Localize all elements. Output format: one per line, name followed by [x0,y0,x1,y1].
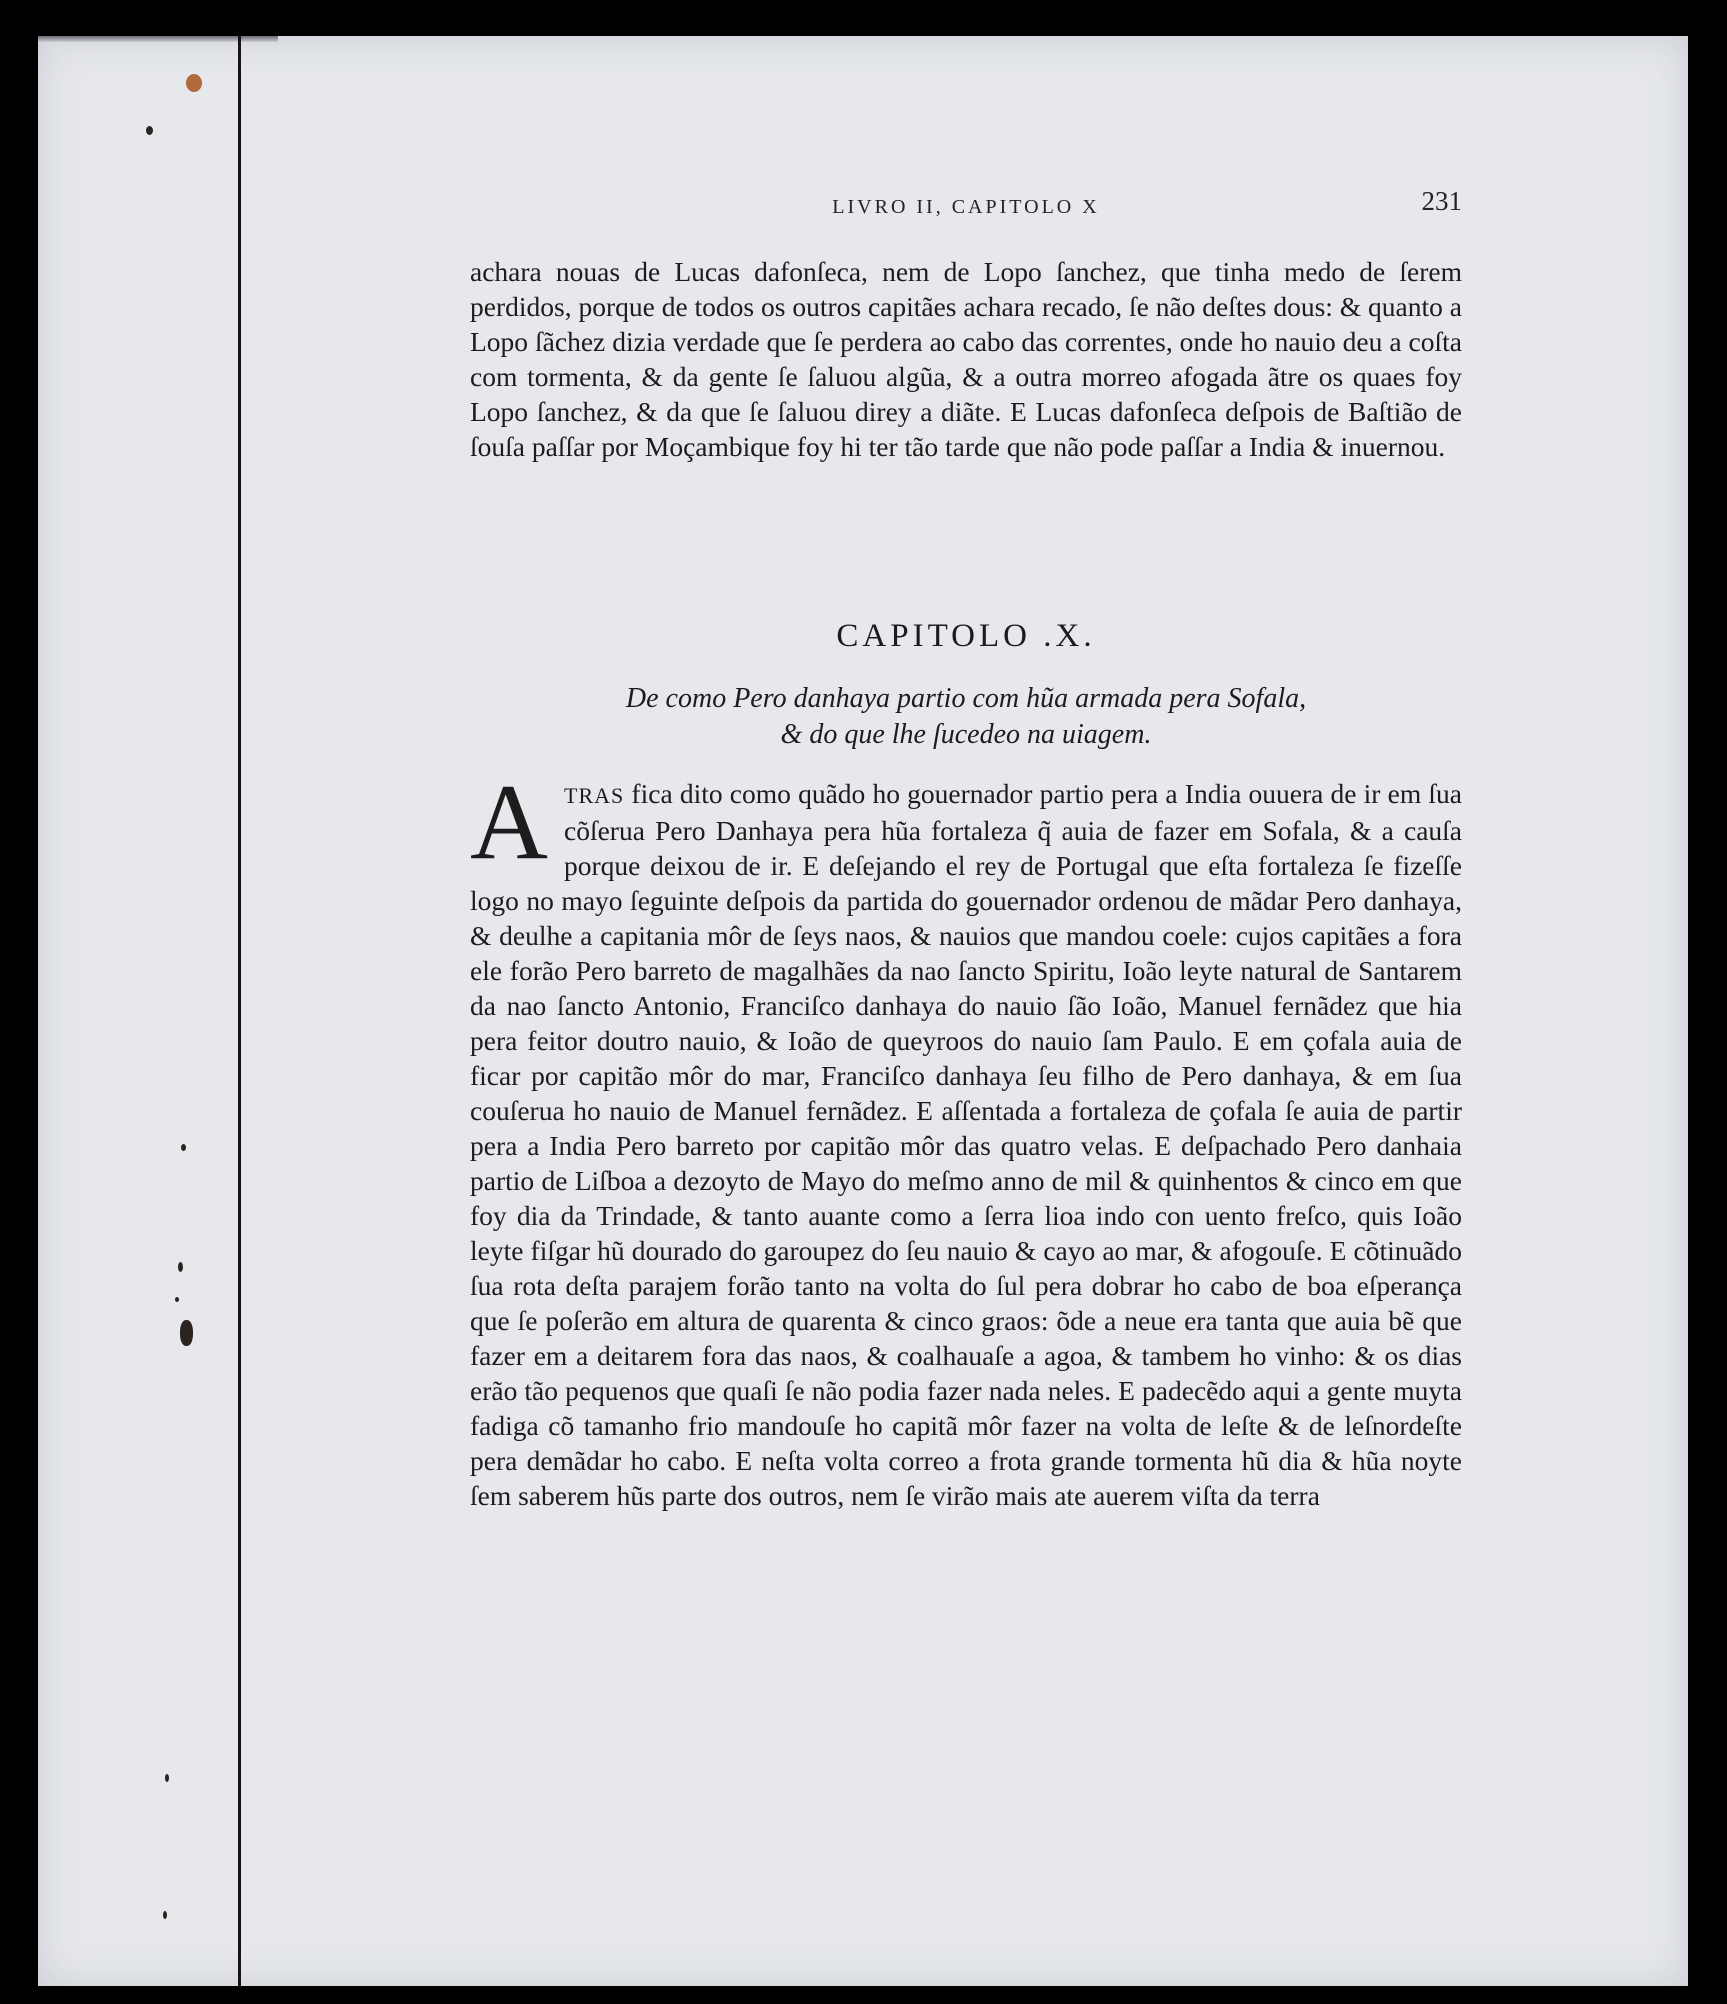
page-number: 231 [1421,186,1462,216]
ink-spot [180,1320,193,1346]
drop-cap: A [470,763,548,882]
continued-paragraph-block [470,254,1462,464]
ink-spot [163,1911,167,1919]
chapter-subtitle-line-2: & do que lhe ſucedeo na uiagem. [780,719,1152,750]
ink-spot [178,1262,183,1272]
chapter-body [470,763,1462,1513]
running-title: LIVRO II, CAPITOLO X [832,196,1100,218]
binding-edge [38,36,278,42]
chapter-subtitle-line-1: De como Pero danhaya partio com hũa armada pera Sofala, [625,683,1307,714]
ink-spot [186,74,202,92]
chapter-body-block [470,763,1462,1513]
chapter-title: CAPITOLO .X. [836,618,1096,654]
chapter-body-text: fica dito como quãdo ho gouernador partio pera a India ouuera de ir em ſua cõſerua Pero Danhaya pera hũa fortaleza q̃ auia de fazer em Sofala, & a cauſa porque deixou de ir. E deſejando el rey de Portugal que eſta fortaleza ſe fizeſſe logo no mayo ſeguinte deſpois da partida do gouernador ordenou de mãdar Pero danhaya, & deulhe a capitania môr de ſeys naos, & nauios que mandou coele: cujos capitães a fora ele forão Pero barreto de magalhães da nao ſancto Spiritu, Ioão leyte natural de Santarem da nao ſancto Antonio, Franciſco danhaya do nauio ſão Ioão, Manuel fernãdez que hia pera feitor doutro nauio, & Ioão de queyroos do nauio ſam Paulo. E em çofala auia de ficar por capitão môr do mar, Franciſco danhaya ſeu filho de Pero danhaya, & em ſua couſerua ho nauio de Manuel fernãdez. E aſſentada a fortaleza de çofala ſe auia de partir pera a India Pero barreto por capitão môr das quatro velas. E deſpachado Pero danhaia partio de Liſboa a dezoyto de Mayo do meſmo anno de mil & quinhentos & cinco em que foy dia da Trindade, & tanto auante como a ſerra lioa indo con uento freſco, quis Ioão leyte fiſgar hũ dourado do garoupez do ſeu nauio & cayo ao mar, & afogouſe. E cõtinuãdo ſua rota deſta parajem forão tanto na volta do ſul pera dobrar ho cabo de boa eſperança que ſe poſerão em altura de quarenta & cinco graos: õde a neue era tanta que auia bẽ que fazer em a deitarem fora das naos, & coalhauaſe a agoa, & tambem ho vinho: & os dias erão tão pequenos que quaſi ſe não podia fazer nada neles. E padecẽdo aqui a gente muyta fadiga cõ tamanho frio mandouſe ho capitã môr fazer na volta de leſte & de leſnordeſte pera demãdar ho cabo. E neſta volta correo a frota grande tormenta hũ dia & hũa noyte ſem saberem hũs parte dos outros, nem ſe virão mais ate auerem viſta da terra [470,778,1462,1511]
chapter-subtitle [470,681,1462,753]
continued-paragraph: achara nouas de Lucas dafonſeca, nem de Lopo ſanchez, que tinha medo de ſerem perdidos, porque de todos os outros capitães achara recado, ſe não deſtes dous: & quanto a Lopo ſãchez dizia verdade que ſe perdera ao cabo das correntes, onde ho nauio deu a coſta com tormenta, & da gente ſe ſaluou algũa, & a outra morreo afogada ãtre os quaes foy Lopo ſanchez, & da que ſe ſaluou direy a diãte. E Lucas dafonſeca deſpois de Baſtião de ſouſa paſſar por Moçambique foy hi ter tão tarde que não pode paſſar a India & inuernou. [470,256,1462,462]
binding-line [238,36,241,1986]
small-caps-opening: TRAS [564,783,625,808]
ink-spot [175,1297,179,1302]
ink-spot [165,1774,169,1782]
running-head [470,186,1462,226]
book-page [38,36,1688,1986]
ink-spot [146,126,153,135]
ink-spot [181,1144,186,1151]
